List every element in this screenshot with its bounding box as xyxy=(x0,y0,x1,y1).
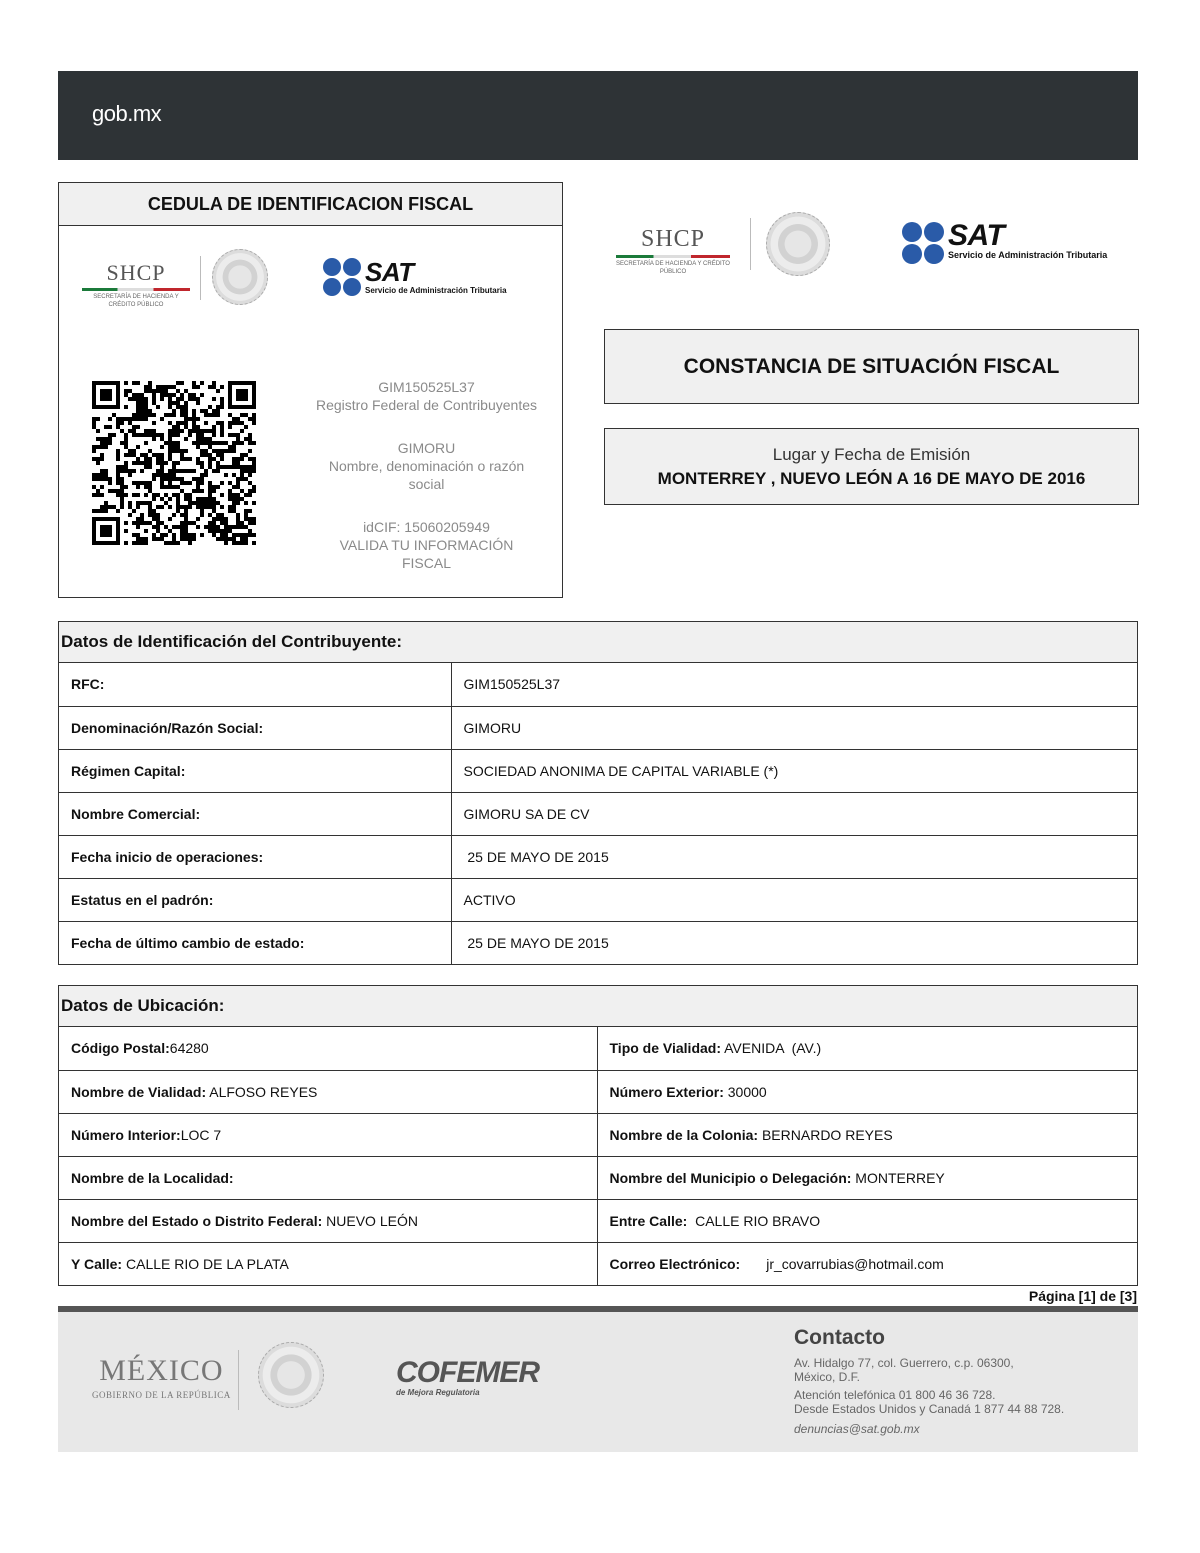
contact-email[interactable]: denuncias@sat.gob.mx xyxy=(794,1422,920,1436)
lugar-fecha-value: MONTERREY , NUEVO LEÓN A 16 DE MAYO DE 2016 xyxy=(657,468,1086,488)
ubicacion-title: Datos de Ubicación: xyxy=(59,986,1137,1027)
identificacion-title: Datos de Identificación del Contribuyente: xyxy=(59,622,1137,663)
field-value: 25 DE MAYO DE 2015 xyxy=(451,835,1137,878)
cedula-name: GIMORU xyxy=(397,440,456,456)
field-value: ACTIVO xyxy=(451,878,1137,921)
cedula-name-caption: Nombre, denominación o razón social xyxy=(328,458,525,492)
constancia-title-box xyxy=(604,329,1139,404)
field-value: GIMORU SA DE CV xyxy=(451,792,1137,835)
field-value: jr_covarrubias@hotmail.com xyxy=(766,1255,944,1272)
table-row xyxy=(59,835,1137,878)
cedula-idcif: idCIF: 15060205949 xyxy=(363,519,490,535)
table-row xyxy=(59,1242,1137,1285)
location-cell xyxy=(59,1027,597,1070)
cedula-validate: VALIDA TU INFORMACIÓN FISCAL xyxy=(339,537,514,571)
location-cell xyxy=(597,1199,1137,1242)
field-value: GIMORU xyxy=(451,706,1137,749)
field-label: Estatus en el padrón: xyxy=(59,878,451,921)
field-label: Y Calle: xyxy=(71,1255,123,1272)
contact-address-2: México, D.F. xyxy=(794,1370,861,1384)
table-row xyxy=(59,921,1137,964)
table-row xyxy=(59,878,1137,921)
location-cell xyxy=(597,1156,1137,1199)
field-label: Fecha de último cambio de estado: xyxy=(59,921,451,964)
sat-logo-small: SAT Servicio de Administración Tributaria xyxy=(323,258,507,296)
field-label: Correo Electrónico: xyxy=(609,1255,741,1272)
field-value: BERNARDO REYES xyxy=(758,1126,893,1143)
field-label: Denominación/Razón Social: xyxy=(59,706,451,749)
table-row xyxy=(59,1070,1137,1113)
table-row xyxy=(59,749,1137,792)
identificacion-table xyxy=(59,663,1137,964)
table-row xyxy=(59,1156,1137,1199)
field-value: 64280 xyxy=(169,1040,209,1057)
cedula-idcif-block xyxy=(300,518,553,572)
cedula-rfc-block xyxy=(300,378,553,414)
field-value: CALLE RIO BRAVO xyxy=(687,1212,821,1229)
table-row xyxy=(59,706,1137,749)
location-cell xyxy=(597,1242,1137,1285)
contact-title: Contacto xyxy=(794,1326,885,1349)
table-row xyxy=(59,792,1137,835)
table-row xyxy=(59,663,1137,706)
identificacion-section xyxy=(58,621,1138,965)
location-cell xyxy=(597,1070,1137,1113)
field-value: MONTERREY xyxy=(851,1169,945,1186)
table-row xyxy=(59,1027,1137,1070)
field-value: LOC 7 xyxy=(180,1126,222,1143)
field-label: Nombre de la Localidad: xyxy=(71,1169,234,1186)
lugar-fecha-box xyxy=(604,428,1139,505)
contact-phone-2: Desde Estados Unidos y Canadá 1 877 44 88 728. xyxy=(794,1402,1065,1416)
field-label: Nombre de Vialidad: xyxy=(71,1083,207,1100)
logo-divider xyxy=(200,256,201,300)
logo-divider-2 xyxy=(750,218,751,270)
field-label: Entre Calle: xyxy=(609,1212,688,1229)
contact-block xyxy=(794,1326,1064,1436)
location-cell xyxy=(59,1242,597,1285)
location-cell xyxy=(59,1113,597,1156)
field-value: SOCIEDAD ANONIMA DE CAPITAL VARIABLE (*) xyxy=(451,749,1137,792)
shcp-logo: SHCP SECRETARÍA DE HACIENDA Y CRÉDITO PÚBLICO xyxy=(616,226,730,275)
cedula-name-block xyxy=(300,439,553,493)
national-seal-icon-2 xyxy=(766,212,830,276)
field-value: NUEVO LEÓN xyxy=(322,1212,418,1229)
shcp-logo-small: SHCP SECRETARÍA DE HACIENDA Y CRÉDITO PÚBLICO xyxy=(82,260,190,309)
cofemer-logo: COFEMER de Mejora Regulatoria xyxy=(396,1356,539,1397)
location-cell xyxy=(597,1027,1137,1070)
field-label: RFC: xyxy=(71,676,105,693)
ubicacion-table xyxy=(59,1027,1137,1285)
field-label: Nombre Comercial: xyxy=(59,792,451,835)
field-label: Código Postal: xyxy=(71,1040,170,1057)
cedula-rfc: GIM150525L37 xyxy=(378,379,475,395)
field-label: Fecha inicio de operaciones: xyxy=(59,835,451,878)
ubicacion-section xyxy=(58,985,1138,1286)
mexico-logo: MÉXICO GOBIERNO DE LA REPÚBLICA xyxy=(92,1354,231,1400)
lugar-fecha-label: Lugar y Fecha de Emisión xyxy=(772,444,971,464)
cedula-title: CEDULA DE IDENTIFICACION FISCAL xyxy=(59,183,562,226)
location-cell xyxy=(59,1156,597,1199)
field-label: Nombre del Estado o Distrito Federal: xyxy=(71,1212,323,1229)
location-cell xyxy=(597,1113,1137,1156)
national-seal-icon xyxy=(212,249,268,305)
header-bar xyxy=(58,71,1138,160)
cedula-rfc-caption: Registro Federal de Contribuyentes xyxy=(315,397,537,413)
contact-phone-1: Atención telefónica 01 800 46 36 728. xyxy=(794,1388,996,1402)
location-cell xyxy=(59,1070,597,1113)
footer-seal-icon xyxy=(258,1342,324,1408)
field-label: Nombre del Municipio o Delegación: xyxy=(609,1169,852,1186)
field-label: Tipo de Vialidad: xyxy=(609,1040,722,1057)
field-value: 30000 xyxy=(723,1083,767,1100)
field-value: ALFOSO REYES xyxy=(206,1083,318,1100)
field-value: GIM150525L37 xyxy=(451,663,1137,706)
location-cell xyxy=(59,1199,597,1242)
table-row xyxy=(59,1199,1137,1242)
field-value: CALLE RIO DE LA PLATA xyxy=(122,1255,289,1272)
field-label: Número Exterior: xyxy=(609,1083,724,1100)
footer xyxy=(58,1312,1138,1452)
field-label: Nombre de la Colonia: xyxy=(609,1126,759,1143)
field-value: 25 DE MAYO DE 2015 xyxy=(451,921,1137,964)
field-label: Régimen Capital: xyxy=(59,749,451,792)
field-value: AVENIDA (AV.) xyxy=(721,1040,822,1057)
gobmx-logo[interactable]: gob.mx xyxy=(92,101,162,126)
sat-logo: SAT Servicio de Administración Tributaria xyxy=(902,222,1107,264)
table-row xyxy=(59,1113,1137,1156)
footer-logo-divider xyxy=(238,1350,239,1410)
contact-address-1: Av. Hidalgo 77, col. Guerrero, c.p. 06300, xyxy=(794,1356,1014,1370)
qr-code[interactable] xyxy=(92,381,256,545)
field-label: Número Interior: xyxy=(71,1126,181,1143)
page-indicator: Página [1] de [3] xyxy=(1028,1288,1137,1304)
constancia-title: CONSTANCIA DE SITUACIÓN FISCAL xyxy=(683,354,1060,378)
